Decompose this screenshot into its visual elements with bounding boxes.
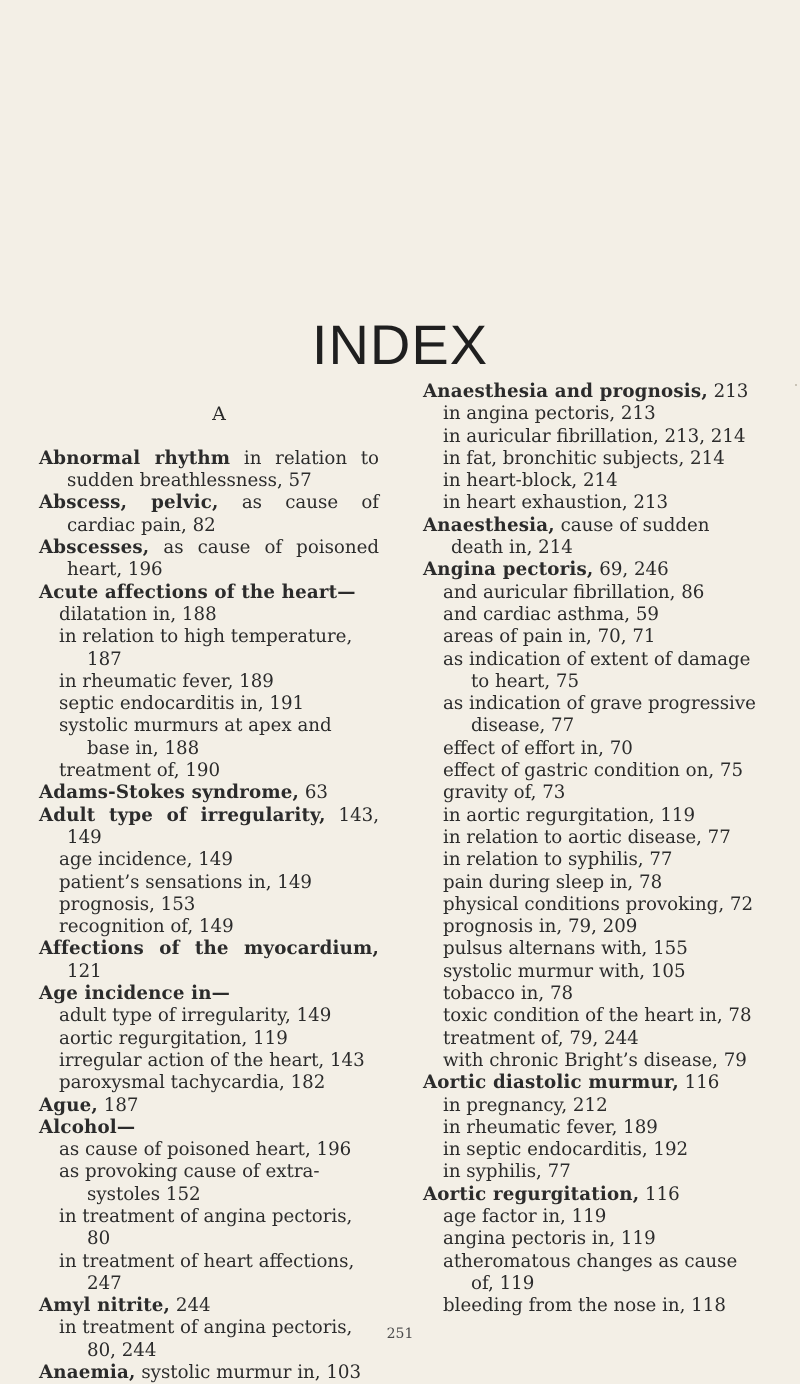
index-subentry <box>423 403 763 425</box>
index-locator: in treatment of heart affections, 247 <box>59 1250 355 1294</box>
index-subentry <box>423 1028 763 1050</box>
index-locator: septic endocarditis in, 191 <box>59 693 305 715</box>
index-subentry <box>39 849 379 871</box>
index-locator: in aortic regurgitation, 119 <box>443 804 696 826</box>
index-term: Ague, <box>39 1094 98 1116</box>
index-subentry <box>423 492 763 514</box>
index-locator: prognosis, 153 <box>59 893 196 915</box>
index-locator: patient’s sensations in, 149 <box>59 871 312 893</box>
index-locator: physical conditions provoking, 72 <box>443 893 754 915</box>
index-subentry <box>39 1028 379 1050</box>
index-locator: as cause of cardiac pain, 82 <box>67 492 379 536</box>
index-entry <box>39 448 379 493</box>
index-locator: areas of pain in, 70, 71 <box>443 626 656 648</box>
index-locator: 116 <box>678 1072 720 1094</box>
index-subentry <box>423 827 763 849</box>
index-locator: 213 <box>707 381 749 402</box>
index-subentry <box>39 1139 379 1161</box>
index-subentry <box>39 1251 379 1296</box>
right-entry-list <box>423 381 763 1317</box>
index-subentry <box>423 916 763 938</box>
page-title: INDEX <box>311 313 489 376</box>
index-subentry <box>423 693 763 738</box>
index-entry <box>39 1117 379 1139</box>
index-subentry <box>423 470 763 492</box>
paper-speck <box>795 384 797 386</box>
index-locator: bleeding from the nose in, 118 <box>443 1295 726 1317</box>
index-term: Adult type of irregularity, <box>39 804 326 826</box>
index-locator: 121 <box>67 960 102 982</box>
index-locator: 63 <box>299 782 329 804</box>
index-subentry <box>423 604 763 626</box>
index-subentry <box>423 1251 763 1296</box>
index-locator: in angina pectoris, 213 <box>443 403 656 425</box>
index-locator: as cause of poisoned heart, 196 <box>59 1139 352 1161</box>
index-locator: gravity of, 73 <box>443 782 566 804</box>
index-locator: in relation to high temperature, 187 <box>59 626 353 670</box>
index-subentry <box>423 1005 763 1027</box>
index-locator: atheromatous changes as cause of, 119 <box>443 1250 738 1294</box>
index-subentry <box>423 1161 763 1183</box>
index-locator: in relation to sudden breathlessness, 57 <box>67 447 379 492</box>
index-subentry <box>423 1095 763 1117</box>
index-term: Abscess, pelvic, <box>39 492 219 514</box>
index-subentry <box>423 626 763 648</box>
index-term: Anaemia, <box>39 1362 136 1384</box>
index-entry <box>39 782 379 804</box>
index-locator: in fat, bronchitic subjects, 214 <box>443 447 725 469</box>
index-term: Anaesthesia and prognosis, <box>423 381 708 402</box>
index-subentry <box>39 1050 379 1072</box>
index-subentry <box>423 894 763 916</box>
index-locator: effect of gastric condition on, 75 <box>443 760 744 782</box>
index-locator: in rheumatic fever, 189 <box>59 670 274 692</box>
index-locator: dilatation in, 188 <box>59 603 217 625</box>
index-entry <box>39 492 379 537</box>
index-locator: angina pectoris in, 119 <box>443 1228 656 1250</box>
index-locator: recognition of, 149 <box>59 916 234 938</box>
index-column-right <box>423 381 763 1317</box>
index-entry <box>423 515 763 560</box>
index-subentry <box>423 649 763 694</box>
index-locator: in septic endocarditis, 192 <box>443 1139 689 1161</box>
index-locator: age incidence, 149 <box>59 849 233 871</box>
index-locator: in heart-block, 214 <box>443 470 618 492</box>
index-locator: pain during sleep in, 78 <box>443 871 663 893</box>
index-locator: treatment of, 79, 244 <box>443 1027 639 1049</box>
index-subentry <box>423 1228 763 1250</box>
index-term: Adams-Stokes syndrome, <box>39 782 300 804</box>
index-term: Aortic diastolic murmur, <box>423 1072 679 1094</box>
index-locator: effect of effort in, 70 <box>443 737 633 759</box>
index-subentry <box>423 760 763 782</box>
index-term: Aortic regurgitation, <box>423 1183 640 1205</box>
index-subentry <box>39 626 379 671</box>
index-subentry <box>39 894 379 916</box>
index-locator: age factor in, 119 <box>443 1205 607 1227</box>
index-entry <box>39 805 379 850</box>
index-subentry <box>423 782 763 804</box>
index-entry <box>39 1295 379 1317</box>
index-locator: in heart exhaustion, 213 <box>443 492 669 514</box>
index-locator: systolic murmurs at apex and base in, 188 <box>59 715 332 759</box>
index-locator: and auricular fibrillation, 86 <box>443 581 705 603</box>
index-subentry <box>423 448 763 470</box>
index-locator: pulsus alternans with, 155 <box>443 938 688 960</box>
index-term: Acute affections of the heart— <box>39 581 356 603</box>
index-locator: systolic murmur in, 103 <box>135 1362 362 1384</box>
section-letter: A <box>212 403 226 426</box>
index-subentry <box>39 1072 379 1094</box>
index-locator: 69, 246 <box>593 559 669 581</box>
index-entry <box>39 582 379 604</box>
index-subentry <box>39 1206 379 1251</box>
index-subentry <box>39 1005 379 1027</box>
index-locator: prognosis in, 79, 209 <box>443 916 638 938</box>
index-locator: in treatment of angina pectoris, 80 <box>59 1205 353 1250</box>
index-subentry <box>39 715 379 760</box>
left-entry-list <box>39 448 379 1384</box>
index-locator: in pregnancy, 212 <box>443 1094 608 1116</box>
index-subentry <box>423 938 763 960</box>
index-locator: tobacco in, 78 <box>443 983 574 1005</box>
index-subentry <box>423 1206 763 1228</box>
index-locator: in relation to syphilis, 77 <box>443 849 673 871</box>
index-entry <box>423 381 763 403</box>
index-subentry <box>423 961 763 983</box>
index-subentry <box>39 671 379 693</box>
index-term: Alcohol— <box>39 1116 136 1138</box>
index-entry <box>423 559 763 581</box>
index-entry <box>423 1072 763 1094</box>
index-subentry <box>423 849 763 871</box>
index-subentry <box>423 983 763 1005</box>
index-subentry <box>423 1139 763 1161</box>
index-term: Anaesthesia, <box>423 514 555 536</box>
index-entry <box>39 983 379 1005</box>
index-subentry <box>423 582 763 604</box>
index-term: Amyl nitrite, <box>39 1295 171 1317</box>
index-locator: in rheumatic fever, 189 <box>443 1116 658 1138</box>
page-number: 251 <box>386 1326 414 1342</box>
index-locator: 116 <box>639 1183 680 1205</box>
index-subentry <box>39 872 379 894</box>
index-entry <box>39 1362 379 1384</box>
index-locator: in auricular fibrillation, 213, 214 <box>443 425 746 447</box>
index-locator: aortic regurgitation, 119 <box>59 1027 288 1049</box>
index-locator: in treatment of angina pectoris, 80, 244 <box>59 1317 353 1361</box>
index-locator: toxic condition of the heart in, 78 <box>443 1005 752 1027</box>
index-locator: in relation to aortic disease, 77 <box>443 826 731 848</box>
index-entry <box>39 938 379 983</box>
index-term: Abscesses, <box>39 537 150 559</box>
index-subentry <box>423 738 763 760</box>
index-subentry <box>39 916 379 938</box>
index-subentry <box>39 693 379 715</box>
index-locator: as indication of grave progressive disease, 77 <box>443 693 756 737</box>
index-subentry <box>423 1117 763 1139</box>
index-entry <box>39 1095 379 1117</box>
index-locator: systolic murmur with, 105 <box>443 960 686 982</box>
index-subentry <box>39 760 379 782</box>
index-term: Angina pectoris, <box>423 559 594 581</box>
index-entry <box>423 1184 763 1206</box>
index-locator: treatment of, 190 <box>59 760 221 782</box>
index-term: Affections of the myocardium, <box>39 938 379 960</box>
index-locator: 244 <box>170 1295 211 1317</box>
index-entry <box>39 537 379 582</box>
index-subentry <box>39 1161 379 1206</box>
index-locator: in syphilis, 77 <box>443 1161 571 1183</box>
index-locator: as provoking cause of extra-systoles 152 <box>59 1161 320 1205</box>
index-locator: 187 <box>97 1094 139 1116</box>
index-locator: irregular action of the heart, 143 <box>59 1049 365 1071</box>
index-locator: and cardiac asthma, 59 <box>443 603 659 625</box>
index-locator: adult type of irregularity, 149 <box>59 1005 332 1027</box>
index-locator: as cause of poisoned heart, 196 <box>67 537 379 581</box>
index-subentry <box>423 872 763 894</box>
index-subentry <box>423 805 763 827</box>
index-subentry <box>423 426 763 448</box>
index-locator: as indication of extent of damage to heart, 75 <box>443 648 751 692</box>
index-term: Abnormal rhythm <box>39 447 231 469</box>
index-column-left <box>39 381 379 1384</box>
index-locator: cause of sudden death in, 214 <box>451 514 710 559</box>
index-locator: with chronic Bright’s disease, 79 <box>443 1049 747 1071</box>
index-locator: paroxysmal tachycardia, 182 <box>59 1072 326 1094</box>
index-locator: 143, 149 <box>67 804 379 848</box>
index-subentry <box>423 1050 763 1072</box>
index-term: Age incidence in— <box>39 983 231 1005</box>
index-subentry <box>423 1295 763 1317</box>
index-subentry <box>39 604 379 626</box>
